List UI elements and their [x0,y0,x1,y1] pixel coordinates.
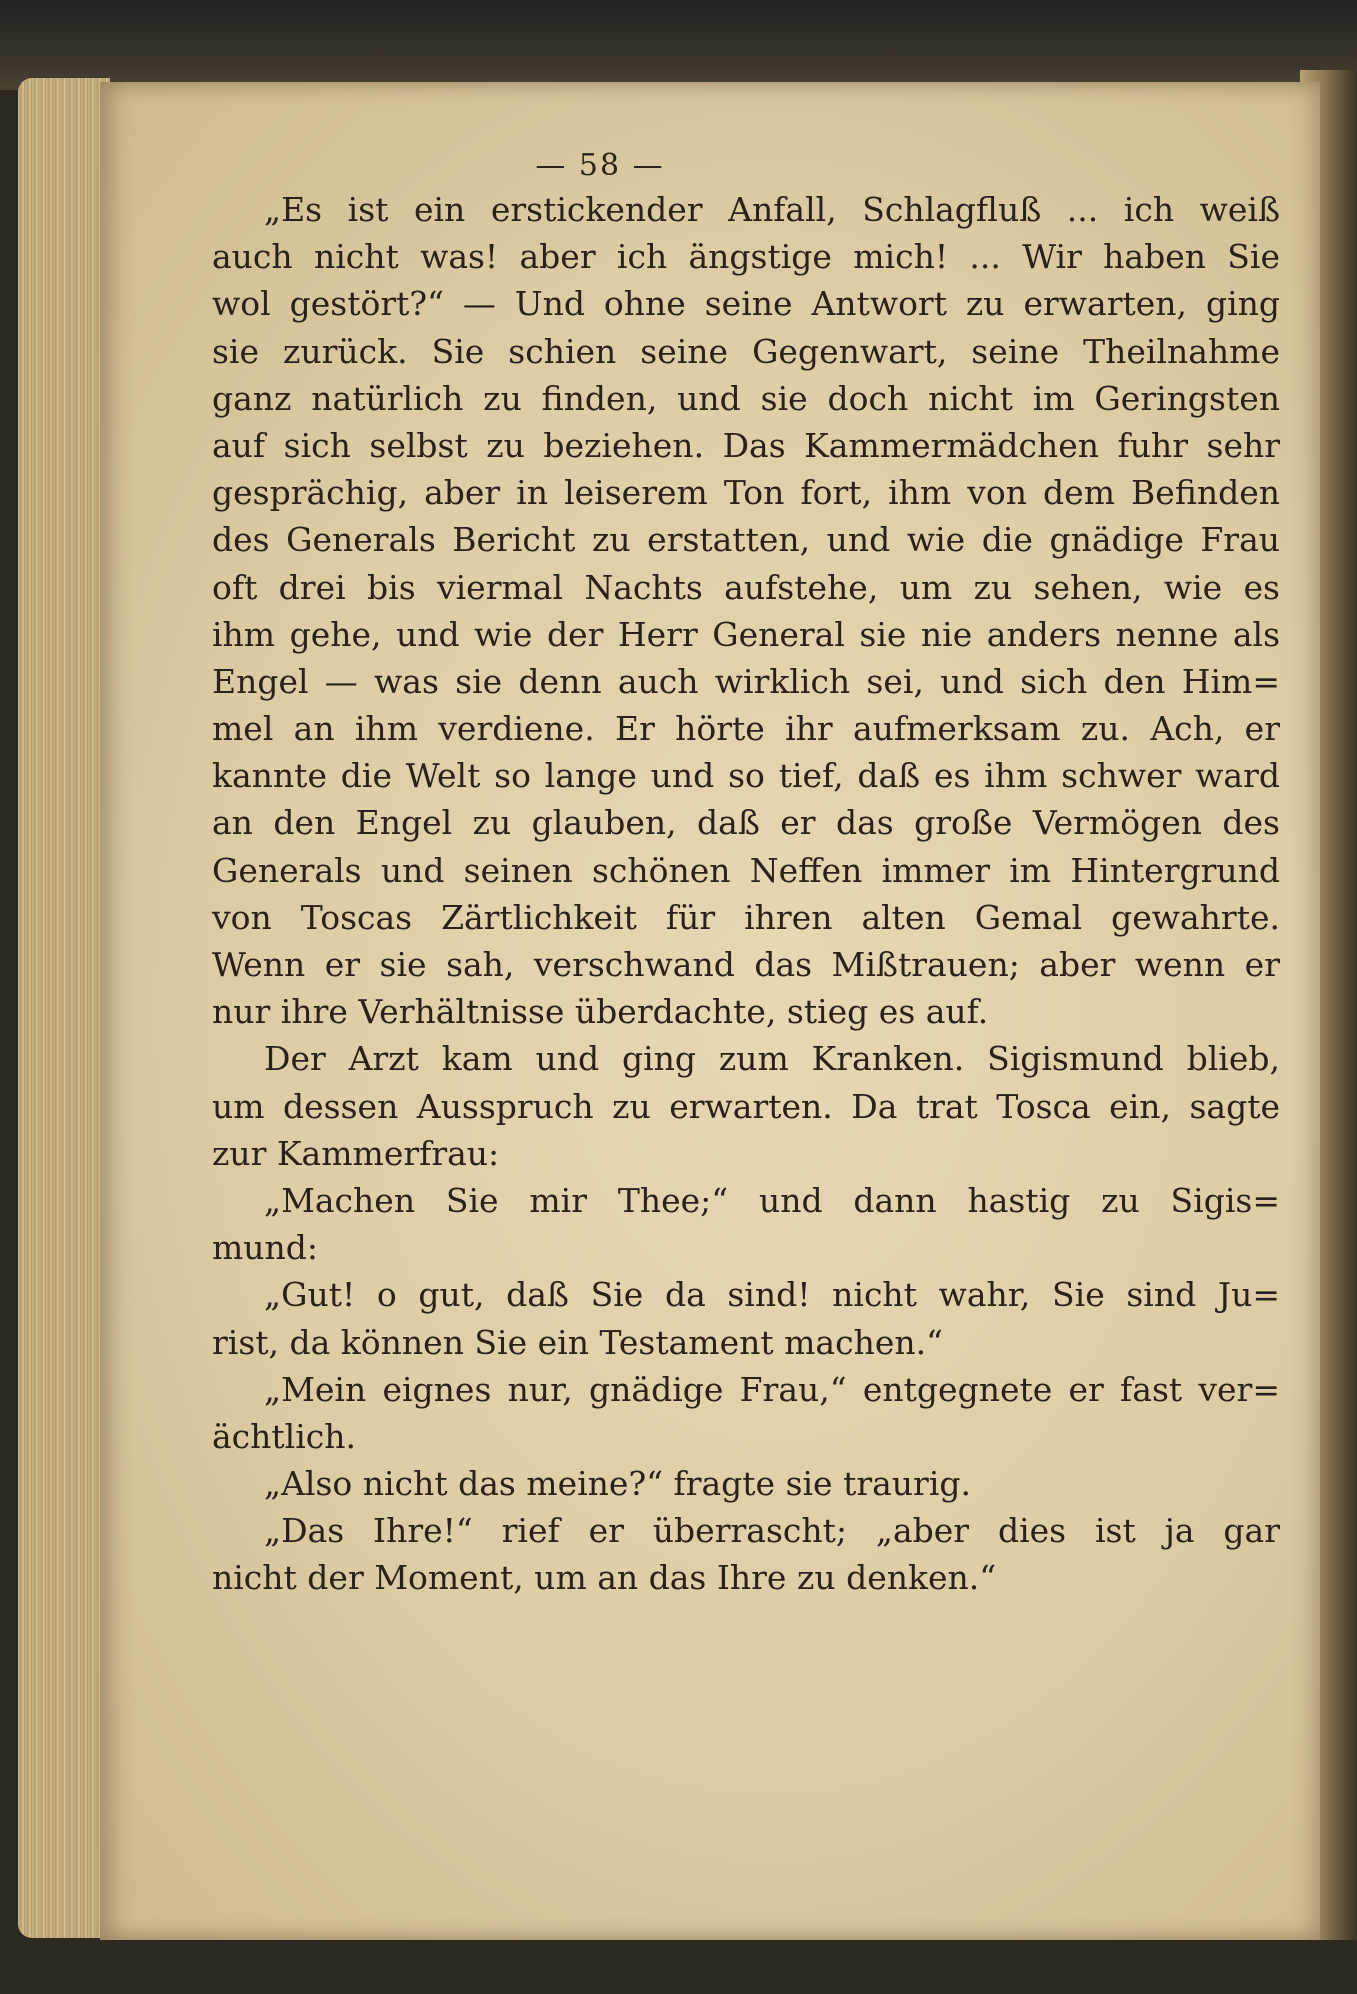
text-line: „Gut! o gut, daß Sie da sind! nicht wahr, Sie sind Ju= [264,1275,1280,1315]
text-line: an den Engel zu glauben, daß er das große Vermögen des [212,803,1280,843]
text-line: ganz natürlich zu finden, und sie doch nicht im Geringsten [212,378,1280,418]
text-line: nur ihre Verhältnisse überdachte, stieg es auf. [212,992,989,1032]
text-line: Der Arzt kam und ging zum Kranken. Sigismund blieb, [264,1039,1280,1079]
text-line: nicht der Moment, um an das Ihre zu denken.“ [212,1558,997,1598]
text-line: von Toscas Zärtlichkeit für ihren alten Gemal gewahrte. [212,897,1280,937]
text-line: um dessen Ausspruch zu erwarten. Da trat Tosca ein, sagte [212,1086,1280,1126]
text-line: rist, da können Sie ein Testament machen.“ [212,1322,943,1362]
text-line: zur Kammerfrau: [212,1133,500,1173]
text-line: Wenn er sie sah, verschwand das Mißtrauen; aber wenn er [212,945,1280,984]
text-line: auch nicht was! aber ich ängstige mich! ... Wir haben Sie [212,237,1280,277]
page-number: — 58 — [535,148,665,183]
text-line: auf sich selbst zu beziehen. Das Kammermädchen fuhr sehr [212,425,1280,465]
text-line: mel an ihm verdiene. Er hörte ihr aufmerksam zu. Ach, er [212,709,1280,749]
text-line: kannte die Welt so lange und so tief, daß es ihm schwer ward [212,756,1280,796]
text-line: des Generals Bericht zu erstatten, und wie die gnädige Frau [212,520,1280,560]
text-line: Engel — was sie denn auch wirklich sei, und sich den Him= [212,661,1280,701]
text-line: „Mein eignes nur, gnädige Frau,“ entgegnete er fast ver= [264,1369,1280,1409]
text-line: „Es ist ein erstickender Anfall, Schlagfluß ... ich weiß [264,190,1280,229]
text-line: gesprächig, aber in leiserem Ton fort, ihm von dem Befinden [212,473,1280,513]
page-edges-left [18,78,110,1938]
book-binding [0,0,1357,90]
text-line: mund: [212,1228,319,1268]
body-text [212,186,1280,1602]
text-line: „Also nicht das meine?“ fragte sie traurig. [264,1464,971,1504]
text-line: oft drei bis viermal Nachts aufstehe, um zu sehen, wie es [212,567,1280,607]
text-line: ihm gehe, und wie der Herr General sie nie anders nenne als [212,614,1280,654]
text-line: „Machen Sie mir Thee;“ und dann hastig zu Sigis= [264,1180,1280,1220]
text-line: „Das Ihre!“ rief er überrascht; „aber dies ist ja gar [264,1511,1280,1551]
text-line: sie zurück. Sie schien seine Gegenwart, seine Theilnahme [212,331,1280,371]
text-line: ächtlich. [212,1416,357,1456]
text-line: wol gestört?“ — Und ohne seine Antwort zu erwarten, ging [212,284,1280,324]
text-line: Generals und seinen schönen Neffen immer im Hintergrund [212,850,1280,890]
